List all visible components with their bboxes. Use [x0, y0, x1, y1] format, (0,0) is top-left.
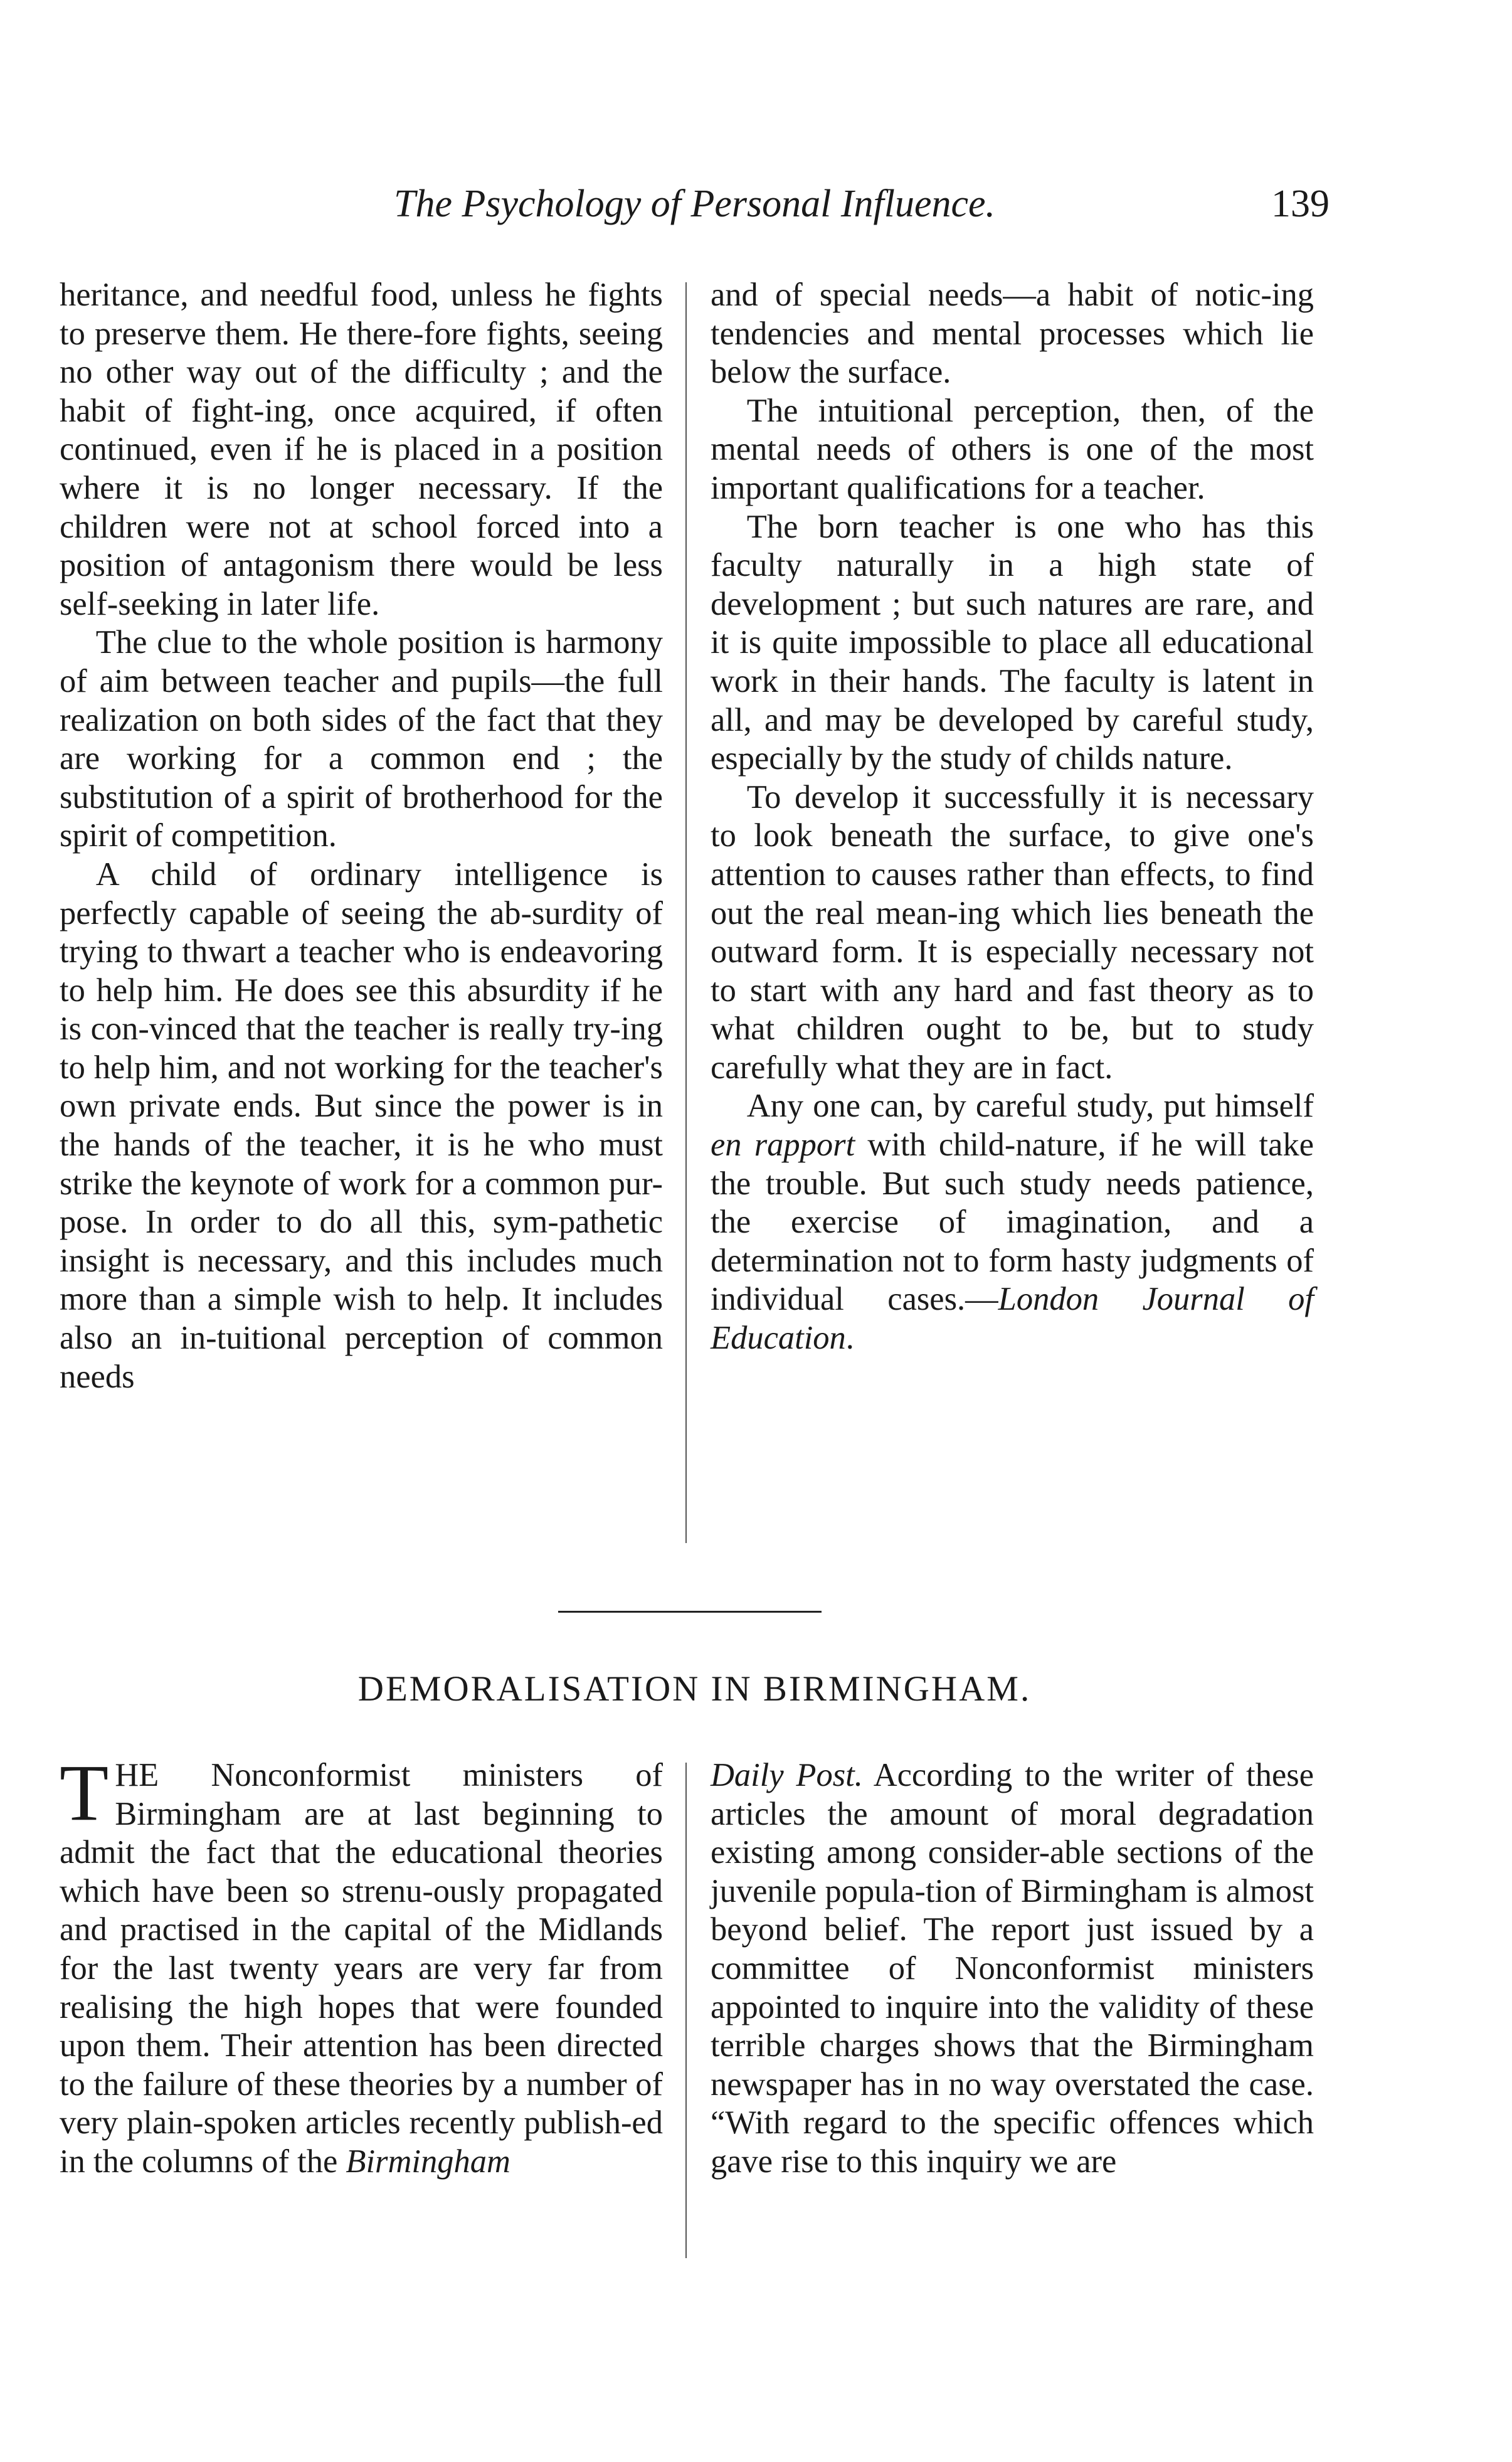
paragraph — [711, 1756, 1314, 2182]
section-divider — [558, 1611, 822, 1613]
text-run: . — [845, 1320, 854, 1357]
article2-column-1 — [60, 1748, 663, 2182]
paragraph: The intuitional perception, then, of the mental needs of others is one of the most important qualifications for a teacher. — [711, 392, 1314, 506]
paragraph: heritance, and needful food, unless he fights to preserve them. He there-fore fights, seeing no other way out of the difficulty ; and the habit of fight-ing, once acquired, if often continued, even if he is placed in a position where it is no longer necessary. If the children were not at school forced into a position of antagonism there would be less self-seeking in later life. — [60, 277, 663, 622]
article1-column-1 — [60, 276, 663, 1396]
column-divider — [685, 282, 687, 1543]
running-header — [60, 182, 1330, 232]
drop-cap: T — [60, 1748, 109, 1837]
text-run: HE Nonconformist ministers of Birmingham are at last beginning to admit the fact that the educational theories which have been so strenu-ously propagated and practised in the capital of the Midlands for the last twenty years are very far from realising the high hopes that were founded upon them. Their attention has been directed to the failure of these theories by a number of very plain-spoken articles recently publish-ed in the columns of the — [60, 1757, 663, 2180]
text-run: with child-nature, if he will take the trouble. But such study needs patience, the exercise of imagination, and a determination not to form hasty judgments of individual cases.— — [711, 1127, 1314, 1318]
italic-phrase: Birmingham — [346, 2143, 510, 2180]
italic-phrase: en rapport — [711, 1127, 855, 1164]
paragraph: The clue to the whole position is harmony of aim between teacher and pupils—the full realization on both sides of the fact that they are working for a common end ; the substitution of a spirit of brotherhood for the spirit of competition. — [60, 624, 663, 854]
article2-heading: DEMORALISATION IN BIRMINGHAM. — [357, 1669, 1032, 1709]
paragraph — [60, 1748, 663, 2182]
column-divider — [685, 1763, 687, 2258]
page-number: 139 — [1271, 183, 1330, 225]
paragraph: and of special needs—a habit of notic-ing tendencies and mental processes which lie below the surface. — [711, 277, 1314, 391]
paragraph: The born teacher is one who has this faculty naturally in a high state of development ; but such natures are rare, and it is quite impossible to place all educational work in their hands. The faculty is latent in all, and may be developed by careful study, especially by the study of childs nature. — [711, 508, 1314, 777]
article1-column-2 — [711, 276, 1314, 1358]
italic-phrase: Daily Post. — [711, 1757, 863, 1793]
paragraph-last — [711, 1087, 1314, 1357]
running-title: The Psychology of Personal Influence. — [393, 183, 996, 225]
text-run: According to the writer of these articles the amount of moral degradation existing among consider-able sections of the juvenile popula-tion of Birmingham is almost beyond belief. The report just issued by a committee of Nonconformist ministers appointed to inquire into the validity of these terrible charges shows that the Birmingham newspaper has in no way overstated the case. “With regard to the specific offences which gave rise to this inquiry we are — [711, 1757, 1314, 2180]
paragraph: A child of ordinary intelligence is perfectly capable of seeing the ab-surdity of trying to thwart a teacher who is endeavoring to help him. He does see this absurdity if he is con-vinced that the teacher is really try-ing to help him, and not working for the teacher's own private ends. But since the power is in the hands of the teacher, it is he who must strike the keynote of work for a common pur-pose. In order to do all this, sym-pathetic insight is necessary, and this includes much more than a simple wish to help. It includes also an in-tuitional perception of common needs — [60, 856, 663, 1395]
source-citation: London Journal of Education — [711, 1281, 1314, 1357]
paragraph: To develop it successfully it is necessary to look beneath the surface, to give one's attention to causes rather than effects, to find out the real mean-ing which lies beneath the outward form. It is especially necessary not to start with any hard and fast theory as to what children ought to be, but to study carefully what they are in fact. — [711, 778, 1314, 1086]
article2-column-2 — [711, 1756, 1314, 2182]
text-run: Any one can, by careful study, put himself — [746, 1088, 1314, 1125]
